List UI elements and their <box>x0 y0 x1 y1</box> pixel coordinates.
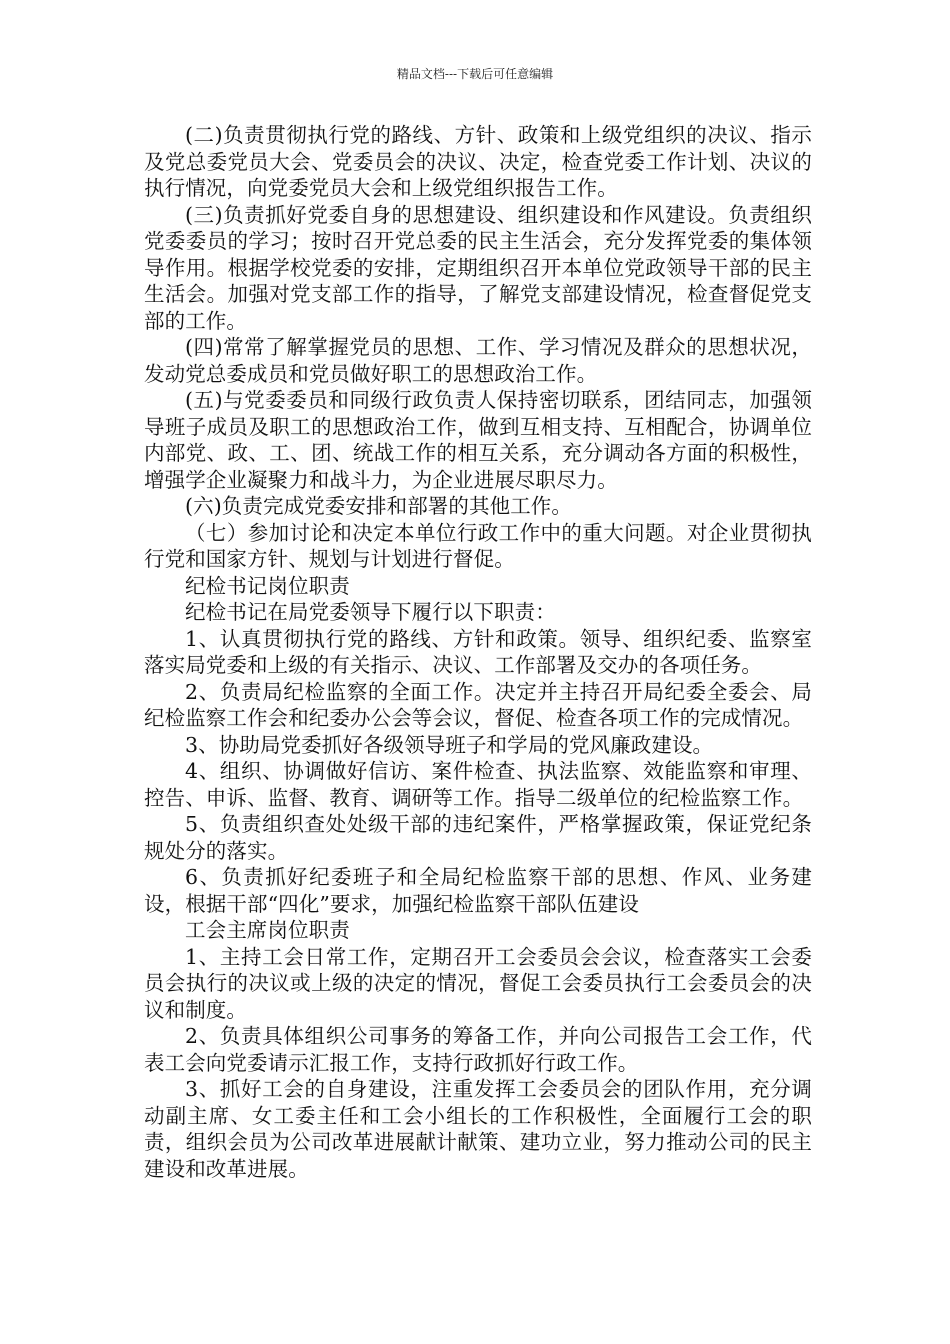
paragraph-party-duty-2: (二)负责贯彻执行党的路线、方针、政策和上级党组织的决议、指示及党总委党员大会、党委员会的决议、决定，检查党委工作计划、决议的执行情况，向党委党员大会和上级党组织报告工作。 <box>144 123 812 200</box>
paragraph-union-duty-2: 2、负责具体组织公司事务的筹备工作，并向公司报告工会工作，代表工会向党委请示汇报工作，支持行政抓好行政工作。 <box>144 1024 812 1075</box>
paragraph-party-duty-3: (三)负责抓好党委自身的思想建设、组织建设和作风建设。负责组织党委委员的学习；按时召开党总委的民主生活会，充分发挥党委的集体领导作用。根据学校党委的安排，定期组织召开本单位党政领导干部的民主生活会。加强对党支部工作的指导，了解党支部建设情况，检查督促党支部的工作。 <box>144 202 812 333</box>
paragraph-union-duty-1: 1、主持工会日常工作，定期召开工会委员会会议，检查落实工会委员会执行的决议或上级的决定的情况，督促工会委员执行工会委员会的决议和制度。 <box>144 944 812 1022</box>
paragraph-discipline-intro: 纪检书记在局党委领导下履行以下职责： <box>185 600 556 624</box>
paragraph-discipline-duty-6: 6、负责抓好纪委班子和全局纪检监察干部的思想、作风、业务建设，根据干部“四化”要求，加强纪检监察干部队伍建设 <box>144 865 812 916</box>
paragraph-discipline-duty-2: 2、负责局纪检监察的全面工作。决定并主持召开局纪委全委会、局纪检监察工作会和纪委办公会等会议，督促、检查各项工作的完成情况。 <box>144 679 812 730</box>
paragraph-party-duty-4: (四)常常了解掌握党员的思想、工作、学习情况及群众的思想状况，发动党总委成员和党员做好职工的思想政治工作。 <box>144 335 812 386</box>
paragraph-discipline-duty-1: 1、认真贯彻执行党的路线、方针和政策。领导、组织纪委、监察室落实局党委和上级的有关指示、决议、工作部署及交办的各项任务。 <box>144 626 812 677</box>
paragraph-discipline-duty-5: 5、负责组织查处处级干部的违纪案件，严格掌握政策，保证党纪条规处分的落实。 <box>144 812 812 863</box>
section-heading-discipline-secretary: 纪检书记岗位职责 <box>185 573 350 598</box>
paragraph-party-duty-5: (五)与党委委员和同级行政负责人保持密切联系，团结同志，加强领导班子成员及职工的思想政治工作，做到互相支持、互相配合，协调单位内部党、政、工、团、统战工作的相互关系，充分调动各方面的积极性，增强学企业凝聚力和战斗力，为企业进展尽职尽力。 <box>144 388 812 492</box>
section-heading-union-chairman: 工会主席岗位职责 <box>185 918 350 942</box>
document-body <box>144 122 812 1182</box>
paragraph-union-duty-3: 3、抓好工会的自身建设，注重发挥工会委员会的团队作用，充分调动副主席、女工委主任和工会小组长的工作积极性，全面履行工会的职责，组织会员为公司改革进展献计献策、建功立业，努力推动公司的民主建设和改革进展。 <box>144 1077 812 1181</box>
paragraph-discipline-duty-4: 4、组织、协调做好信访、案件检查、执法监察、效能监察和审理、控告、申诉、监督、教育、调研等工作。指导二级单位的纪检监察工作。 <box>144 759 812 810</box>
paragraph-party-duty-6: (六)负责完成党委安排和部署的其他工作。 <box>185 494 572 518</box>
paragraph-discipline-duty-3: 3、协助局党委抓好各级领导班子和学局的党风廉政建设。 <box>185 732 714 757</box>
paragraph-party-duty-7: （七）参加讨论和决定本单位行政工作中的重大问题。对企业贯彻执行党和国家方针、规划与计划进行督促。 <box>144 520 812 571</box>
page-header: 精品文档---下载后可任意编辑 <box>396 67 554 81</box>
